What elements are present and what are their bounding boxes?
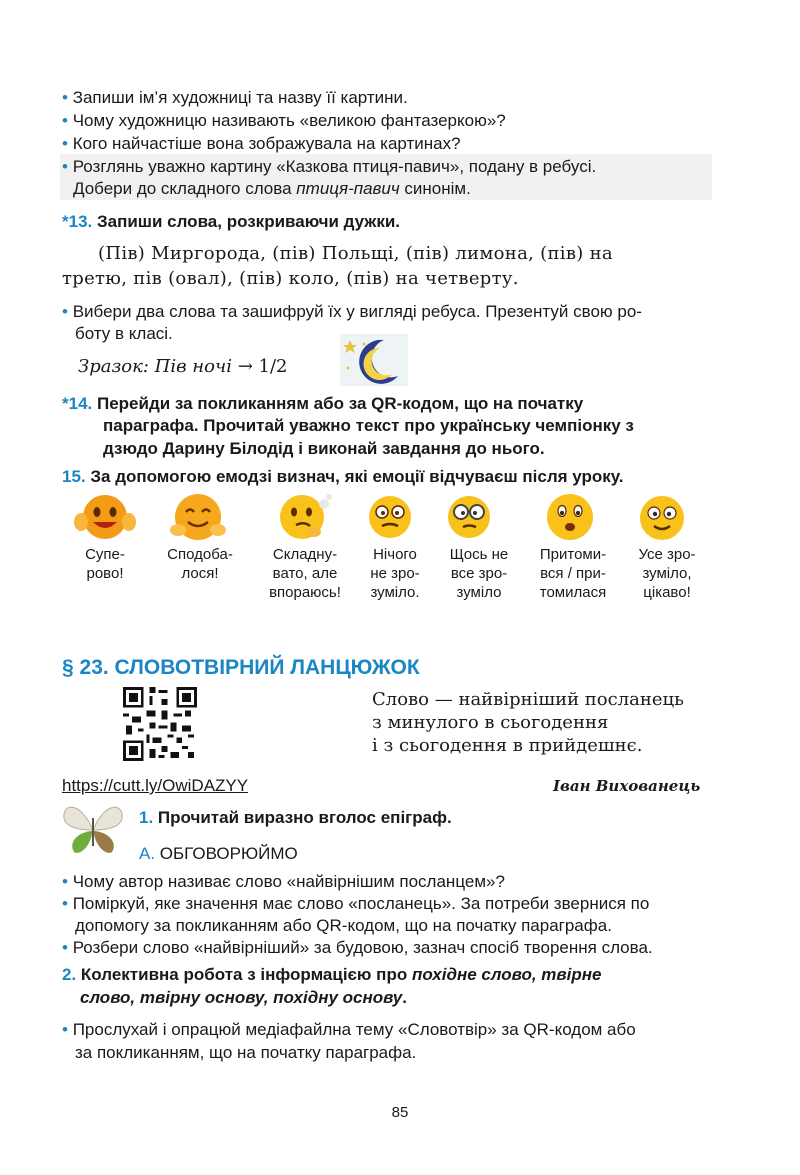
bullet-continuation: Добери до складного слова птиця-павич синонім. [73, 179, 471, 198]
task-13-text: (Пів) Миргорода, (пів) Польщі, (пів) лимона, (пів) на [98, 243, 613, 264]
qr-code[interactable] [122, 687, 198, 761]
happy-smiley-icon [168, 492, 228, 542]
bullet-item: • Розбери слово «найвірніший» за будовою, зазнач спосіб творення слова. [62, 938, 653, 957]
dizzy-smiley-icon [365, 494, 415, 540]
example-text: Зразок: Пів ночі → 1/2 [78, 356, 288, 377]
emoji-caption: Супе- рово! [85, 546, 125, 582]
page-number: 85 [391, 1104, 409, 1121]
tired-smiley-icon [542, 492, 598, 542]
bullet-item: • Поміркуй, яке значення має слово «посланець». За потреби звернися по [62, 894, 650, 913]
emoji-caption: Складну- вато, але впораюсь! [269, 546, 341, 601]
epigraph: Слово — найвірніший посланець з минулого в сьогодення і з сьогодення в прийдешнє. [372, 689, 684, 756]
bullet-continuation: за покликанням, що на початку параграфа. [75, 1043, 417, 1062]
task-2-line: 2. Колективна робота з інформацією про похідне слово, твірне [62, 965, 602, 984]
discuss-heading: А. ОБГОВОРЮЙМО [139, 844, 298, 863]
interested-smiley-icon [632, 494, 692, 542]
bullet-item: • Запиши ім’я художниці та назву її картини. [62, 88, 408, 107]
moon-night-icon [340, 334, 408, 386]
task-14-line: дзюдо Дарину Білодід і виконай завдання до нього. [103, 439, 545, 458]
task-13-text: третю, пів (овал), (пів) коло, (пів) на четверту. [62, 268, 519, 289]
task-2-line: слово, твірну основу, похідну основу. [80, 988, 407, 1007]
task-14-line: параграфа. Прочитай уважно текст про українську чемпіонку з [103, 416, 634, 435]
task-14-line: *14. Перейди за покликанням або за QR-кодом, що на початку [62, 394, 584, 413]
butterfly-icon [62, 800, 124, 856]
emoji-caption: Притоми- вся / при- томилася [539, 546, 607, 601]
shaded-bullet-box [60, 154, 712, 200]
task-1-heading: 1. Прочитай виразно вголос епіграф. [139, 808, 452, 827]
bullet-item: • Розглянь уважно картину «Казкова птиця-павич», подану в ребусі. [62, 157, 597, 176]
bullet-continuation: допомогу за покликанням або QR-кодом, що на початку параграфа. [75, 916, 612, 935]
emoji-caption: Усе зро- зуміло, цікаво! [638, 546, 696, 601]
bullet-continuation: боту в класі. [75, 324, 173, 343]
task-13-heading: *13. Запиши слова, розкриваючи дужки. [62, 212, 401, 231]
section-title: § 23. СЛОВОТВІРНИЙ ЛАНЦЮЖОК [62, 656, 420, 679]
thinking-smiley-icon [272, 492, 336, 542]
glasses-smiley-icon [443, 494, 495, 540]
emoji-caption: Сподоба- лося! [167, 546, 233, 582]
epigraph-author: Іван Вихованець [553, 777, 701, 795]
emoji-caption: Нічого не зро- зуміло. [370, 546, 420, 601]
cutt-link[interactable]: https://cutt.ly/OwiDAZYY [62, 776, 249, 795]
bullet-item: • Вибери два слова та зашифруй їх у вигляді ребуса. Презентуй свою ро- [62, 302, 642, 321]
bullet-item: • Чому художницю називають «великою фантазеркою»? [62, 111, 506, 130]
bullet-item: • Кого найчастіше вона зображувала на картинах? [62, 134, 461, 153]
bullet-item: • Прослухай і опрацюй медіафайлна тему «Словотвір» за QR-кодом або [62, 1020, 636, 1039]
emoji-caption: Щось не все зро- зуміло [449, 546, 509, 601]
bullet-item: • Чому автор називає слово «найвірнішим посланцем»? [62, 872, 505, 891]
task-15-heading: 15. За допомогою емодзі визнач, які емоції відчуваєш після уроку. [62, 467, 624, 486]
thumbs-up-smiley-icon [73, 492, 137, 542]
